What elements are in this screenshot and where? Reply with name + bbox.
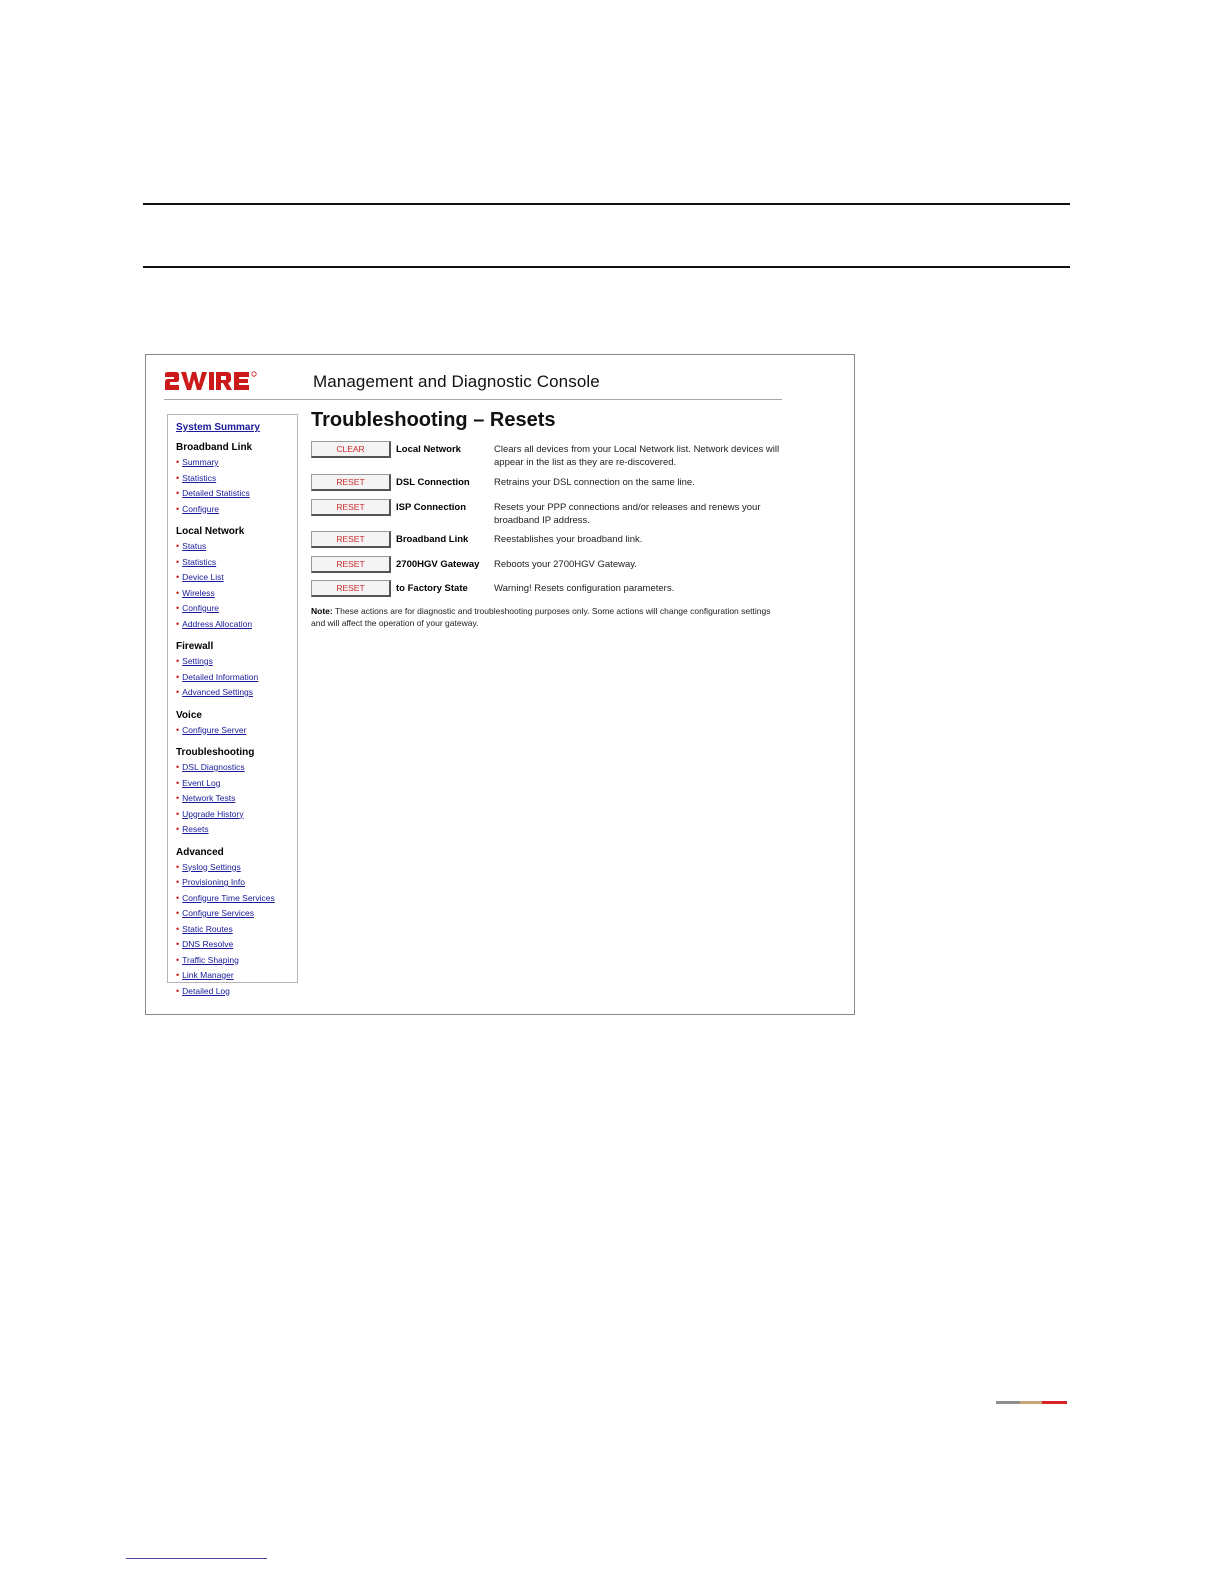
action-label: Local Network — [396, 444, 461, 455]
sidebar-link[interactable]: Statistics — [182, 472, 217, 483]
sidebar-link[interactable]: Device List — [182, 572, 224, 582]
sidebar-link[interactable]: Provisioning Info — [182, 877, 245, 887]
action-label: ISP Connection — [396, 502, 467, 513]
action-description: Retrains your DSL connection on the same line. — [494, 477, 695, 488]
sidebar-item-broadband-statistics: • Statistics — [176, 472, 217, 483]
sidebar-link[interactable]: Detailed Statistics — [182, 488, 250, 498]
2wire-logo — [164, 371, 260, 393]
document-top-rule — [143, 203, 1070, 205]
action-description: Reboots your 2700HGV Gateway. — [494, 559, 637, 570]
sidebar-section-troubleshooting: Troubleshooting — [176, 747, 255, 758]
action-label: 2700HGV Gateway — [396, 559, 480, 570]
sidebar-item-firewall-settings: • Settings — [176, 656, 213, 666]
sidebar-link[interactable]: Summary — [182, 457, 219, 467]
sidebar-link[interactable]: Link Manager — [182, 970, 234, 980]
sidebar-item-event-log: • Event Log — [176, 777, 221, 788]
sidebar-item-link-manager: • Link Manager — [176, 970, 234, 980]
reset-factory-state-button[interactable]: RESET — [311, 580, 391, 597]
sidebar-link[interactable]: Advanced Settings — [182, 687, 254, 697]
action-description: Reestablishes your broadband link. — [494, 534, 643, 545]
reset-gateway-button[interactable]: RESET — [311, 556, 391, 573]
footnote-rule — [126, 1558, 267, 1559]
sidebar-link[interactable]: Resets — [182, 824, 209, 834]
sidebar-section-local-network: Local Network — [176, 526, 245, 537]
note-body: These actions are for diagnostic and troubleshooting purposes only. Some actions will change configuration settings and will affect the operation of your gateway. — [311, 606, 771, 628]
sidebar-section-firewall: Firewall — [176, 641, 214, 652]
sidebar-item-configure-server: • Configure Server — [176, 724, 247, 735]
action-description: Resets your PPP connections and/or releases and renews your broadband IP address. — [494, 502, 761, 526]
sidebar-link[interactable]: Traffic Shaping — [182, 954, 239, 965]
system-summary-link[interactable]: System Summary — [176, 422, 260, 433]
local-network-menu — [176, 539, 297, 632]
sidebar-link[interactable]: Detailed Log — [182, 985, 230, 996]
sidebar-item-broadband-summary: • Summary — [176, 457, 219, 467]
sidebar-item-static-routes: • Static Routes — [176, 923, 233, 934]
console-screenshot — [145, 354, 855, 1015]
sidebar-item-local-configure: • Configure — [176, 603, 220, 613]
footer-accent-red — [1042, 1401, 1067, 1404]
reset-dsl-connection-button[interactable]: RESET — [311, 474, 391, 491]
sidebar-nav — [167, 414, 298, 996]
sidebar-item-detailed-information: • Detailed Information — [176, 671, 259, 682]
troubleshooting-menu — [176, 760, 297, 838]
sidebar-link[interactable]: DSL Diagnostics — [182, 762, 245, 772]
sidebar-item-address-allocation: • Address Allocation — [176, 618, 253, 629]
sidebar-link[interactable]: Configure Server — [182, 724, 247, 735]
sidebar-item-broadband-configure: • Configure — [176, 503, 220, 514]
firewall-menu — [176, 654, 297, 701]
sidebar-link[interactable]: Network Tests — [182, 793, 236, 803]
sidebar-link[interactable]: Statistics — [182, 556, 217, 567]
sidebar-link[interactable]: Upgrade History — [182, 808, 244, 819]
action-label: Broadband Link — [396, 534, 469, 545]
sidebar-item-traffic-shaping: • Traffic Shaping — [176, 954, 239, 965]
sidebar-link[interactable]: Configure Time Services — [182, 892, 275, 903]
sidebar-item-network-tests: • Network Tests — [176, 793, 236, 803]
sidebar-section-broadband-link: Broadband Link — [176, 442, 253, 453]
reset-broadband-link-button[interactable]: RESET — [311, 531, 391, 548]
sidebar-item-broadband-detailed-statistics: • Detailed Statistics — [176, 488, 250, 498]
header-divider — [164, 399, 782, 400]
sidebar-item-resets: • Resets — [176, 824, 209, 834]
sidebar-item-device-list: • Device List — [176, 572, 224, 582]
sidebar-link[interactable]: Configure Services — [182, 908, 254, 918]
sidebar-link[interactable]: Syslog Settings — [182, 861, 241, 872]
sidebar-item-syslog-settings: • Syslog Settings — [176, 861, 241, 872]
sidebar-item-local-status: • Status — [176, 541, 207, 551]
action-label: DSL Connection — [396, 477, 470, 488]
sidebar-section-advanced: Advanced — [176, 846, 224, 858]
reset-isp-connection-button[interactable]: RESET — [311, 499, 391, 516]
sidebar-link[interactable]: Configure — [182, 503, 220, 514]
console-title: Management and Diagnostic Console — [313, 372, 600, 391]
note-text — [311, 605, 781, 629]
advanced-menu — [176, 860, 297, 1000]
sidebar-item-wireless: • Wireless — [176, 587, 215, 598]
sidebar-link[interactable]: Wireless — [182, 587, 215, 598]
sidebar-item-provisioning-info: • Provisioning Info — [176, 877, 245, 887]
broadband-link-menu — [176, 455, 297, 517]
sidebar-item-advanced-settings: • Advanced Settings — [176, 687, 254, 697]
sidebar-item-dsl-diagnostics: • DSL Diagnostics — [176, 762, 245, 772]
sidebar-link[interactable]: Address Allocation — [182, 618, 253, 629]
sidebar-item-detailed-log: • Detailed Log — [176, 985, 230, 996]
footer-accent-tan — [1020, 1401, 1042, 1404]
sidebar-link[interactable]: Detailed Information — [182, 671, 259, 682]
action-description: Warning! Resets configuration parameters. — [494, 583, 675, 594]
sidebar-item-dns-resolve: • DNS Resolve — [176, 939, 234, 949]
clear-local-network-button[interactable]: CLEAR — [311, 441, 391, 458]
sidebar-link[interactable]: Settings — [182, 656, 213, 666]
document-bottom-rule — [143, 266, 1070, 268]
sidebar-link[interactable]: Status — [182, 541, 207, 551]
sidebar-link[interactable]: DNS Resolve — [182, 939, 234, 949]
page-title: Troubleshooting – Resets — [311, 409, 556, 431]
sidebar-item-configure-time-services: • Configure Time Services — [176, 892, 275, 903]
sidebar-item-upgrade-history: • Upgrade History — [176, 808, 244, 819]
sidebar-link[interactable]: Configure — [182, 603, 220, 613]
voice-menu — [176, 723, 297, 739]
sidebar-section-voice: Voice — [176, 709, 202, 721]
sidebar-item-local-statistics: • Statistics — [176, 556, 217, 567]
action-label: to Factory State — [396, 583, 468, 594]
sidebar-item-configure-services: • Configure Services — [176, 908, 254, 918]
sidebar-link[interactable]: Static Routes — [182, 923, 233, 934]
note-label: Note: — [311, 606, 333, 616]
sidebar-link[interactable]: Event Log — [182, 777, 221, 788]
footer-accent-gray — [996, 1401, 1020, 1404]
action-description: Clears all devices from your Local Network list. Network devices will appear in the list as they are re-discovered. — [494, 444, 780, 468]
